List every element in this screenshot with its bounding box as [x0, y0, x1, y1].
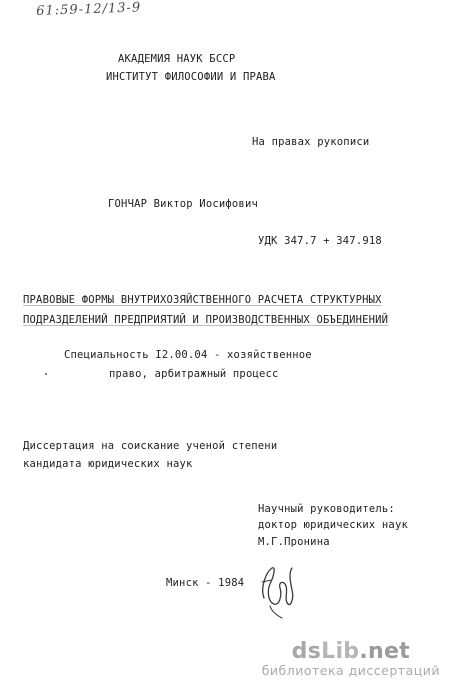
specialty-line-1: Специальность I2.00.04 - хозяйственное — [64, 349, 312, 361]
udc-code: УДК 347.7 + 347.918 — [258, 235, 382, 247]
dissertation-purpose-line-2: кандидата юридических наук — [23, 458, 193, 470]
author-name: ГОНЧАР Виктор Иосифович — [108, 198, 258, 210]
supervisor-label: Научный руководитель: — [258, 503, 395, 515]
institute-name: ИНСТИТУТ ФИЛОСОФИИ И ПРАВА — [106, 71, 276, 83]
handwritten-signature — [258, 558, 298, 620]
paper-speck — [45, 373, 47, 375]
watermark-subtitle: библиотека диссертаций — [261, 663, 440, 678]
dissertation-title-line-2: ПОДРАЗДЕЛЕНИЙ ПРЕДПРИЯТИЙ И ПРОИЗВОДСТВЕННЫХ ОБЪЕДИНЕНИЙ — [23, 314, 389, 326]
watermark-logo — [262, 640, 440, 664]
handwritten-archive-code: 61:59-12/13-9 — [36, 0, 142, 19]
dissertation-title-line-1: ПРАВОВЫЕ ФОРМЫ ВНУТРИХОЗЯЙСТВЕННОГО РАСЧЕТА СТРУКТУРНЫХ — [23, 294, 382, 306]
supervisor-name: М.Г.Пронина — [258, 536, 330, 548]
watermark — [262, 640, 440, 678]
place-and-year: Минск - 1984 — [166, 577, 245, 589]
watermark-logo-ds: ds — [291, 639, 322, 664]
watermark-logo-lib: Lib — [321, 639, 360, 664]
manuscript-rights-note: На правах рукописи — [252, 136, 370, 148]
supervisor-degree: доктор юридических наук — [258, 519, 408, 531]
academy-name: АКАДЕМИЯ НАУК БССР — [118, 53, 236, 65]
dissertation-purpose-line-1: Диссертация на соискание ученой степени — [23, 440, 278, 452]
watermark-logo-net: .net — [359, 639, 411, 664]
specialty-line-2: право, арбитражный процесс — [109, 368, 279, 380]
